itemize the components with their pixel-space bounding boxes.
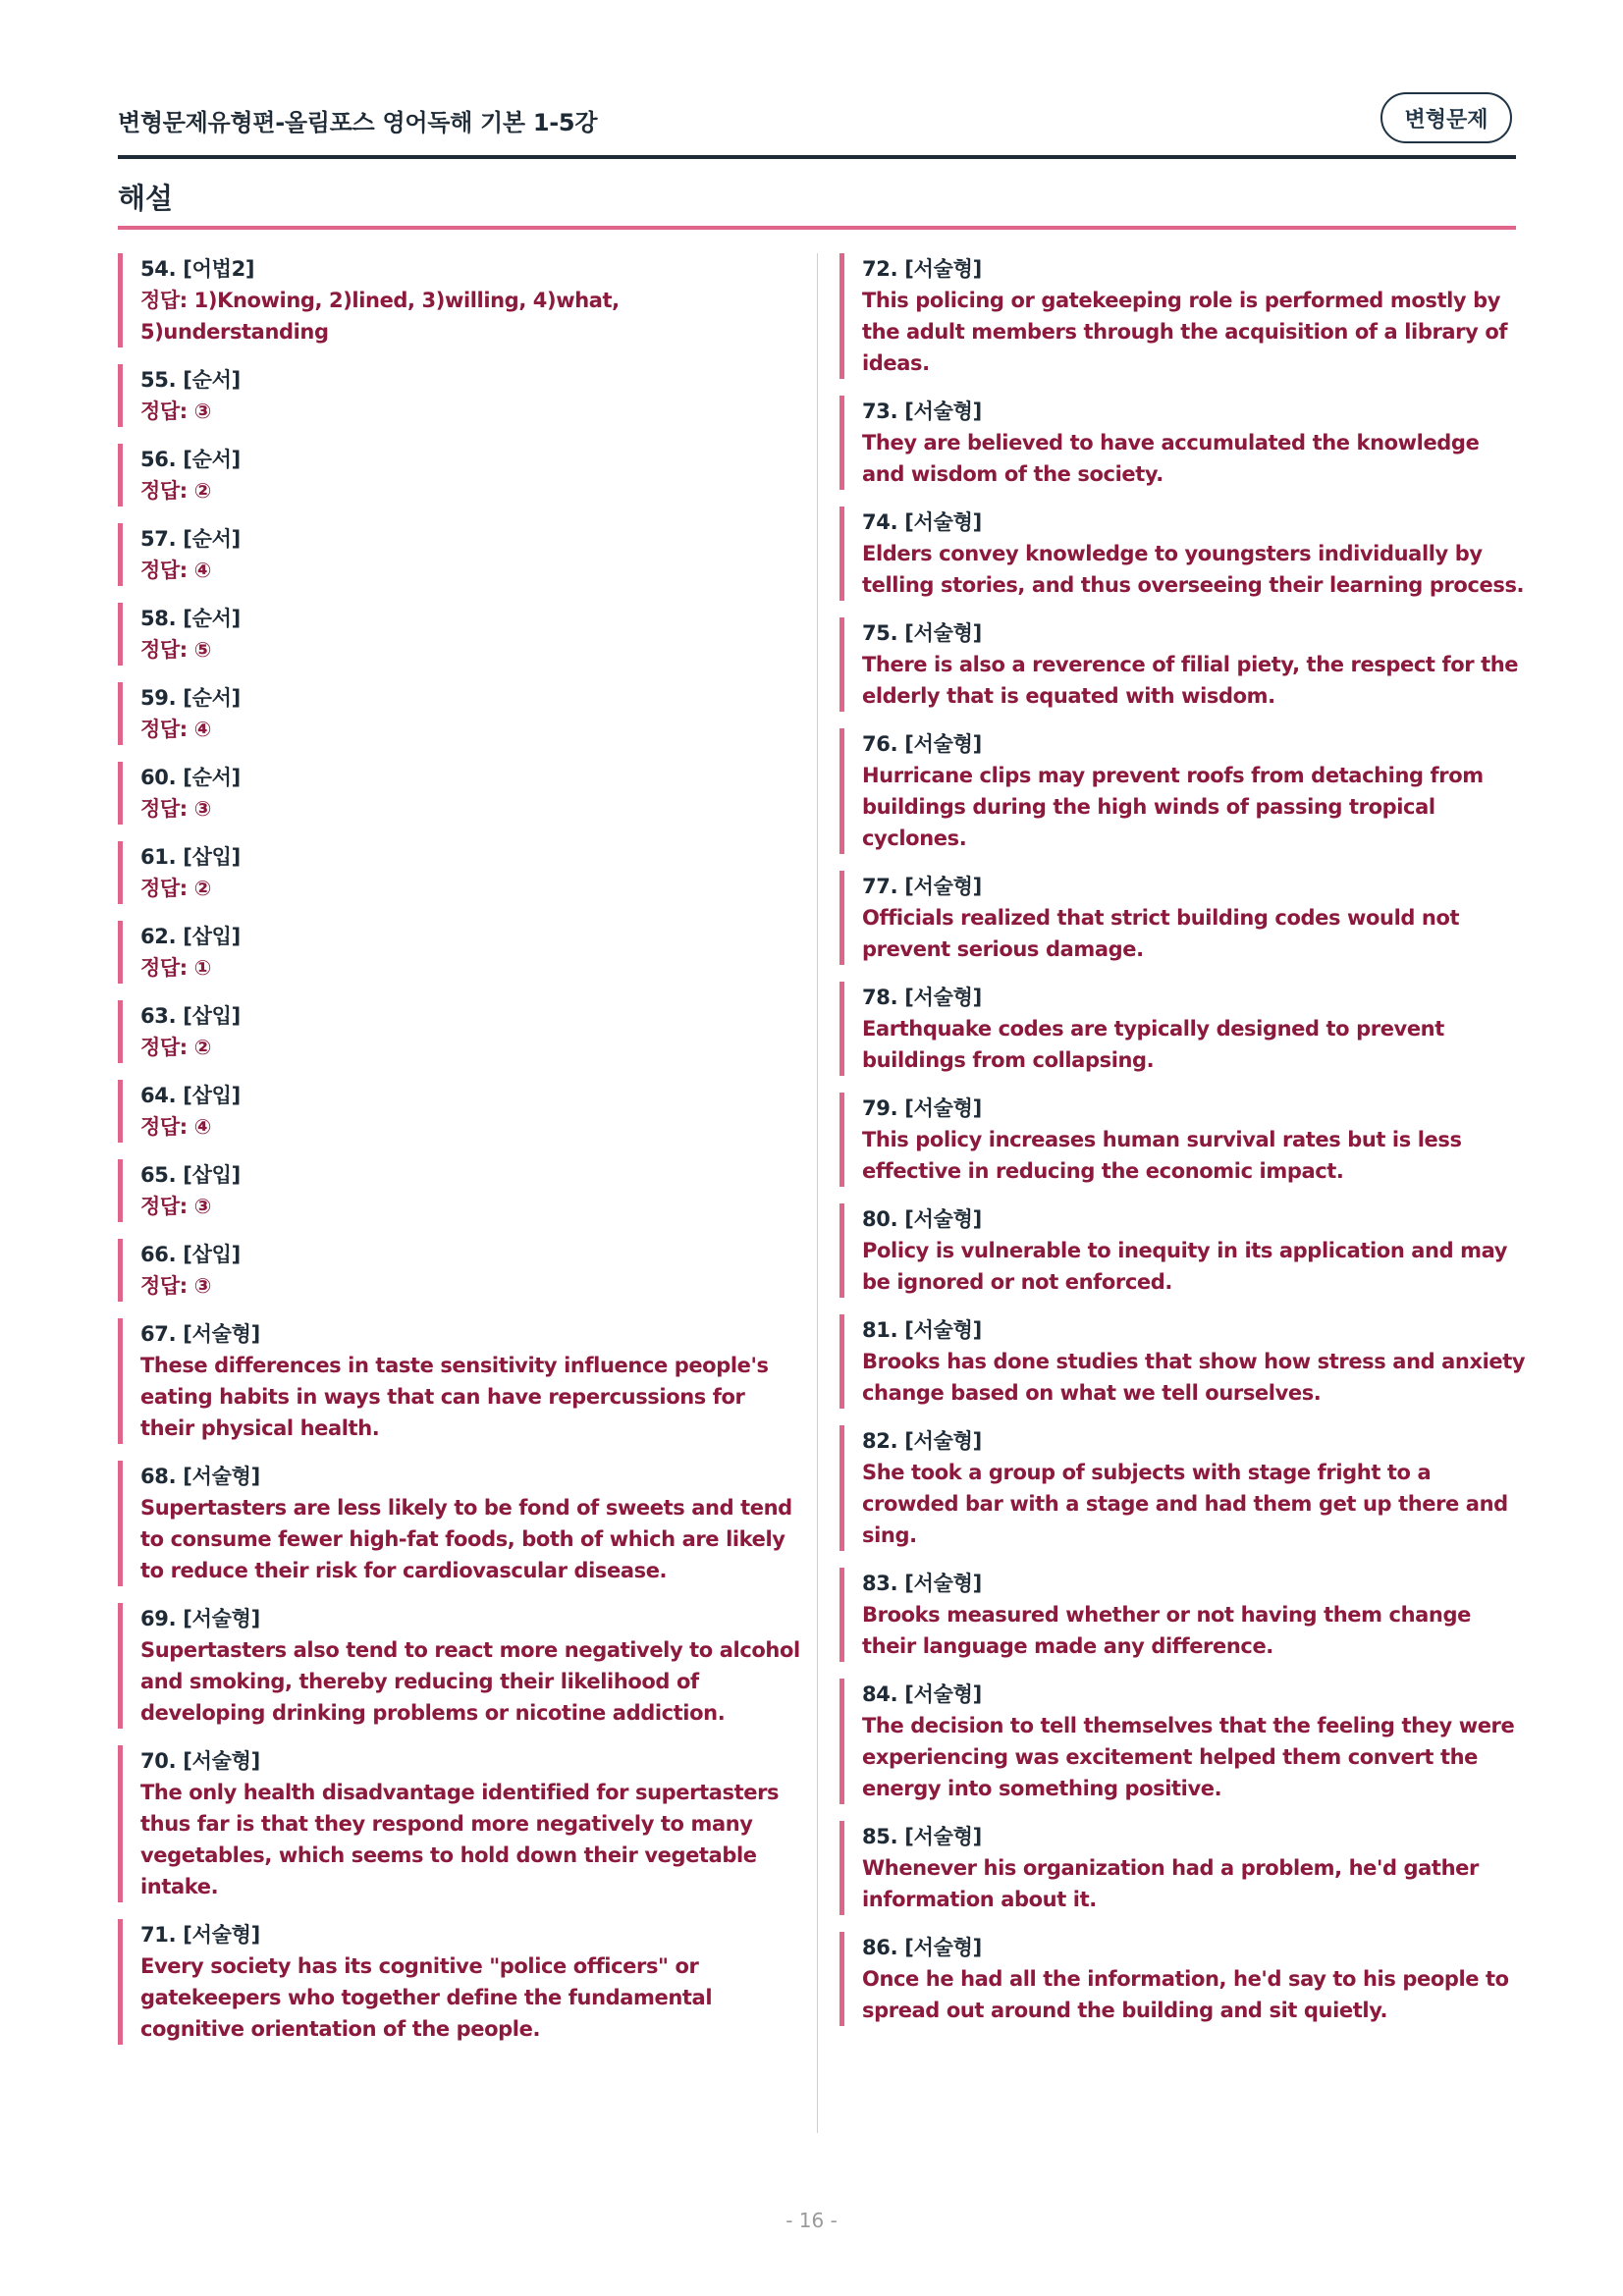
answer-text: 정답: ① — [140, 956, 212, 980]
answer-text: 정답: ② — [140, 1036, 212, 1059]
answer-text: Brooks has done studies that show how stress and anxiety change based on what we tell ourselves. — [862, 1350, 1526, 1405]
answer-item — [839, 1568, 1527, 1662]
right-answer-column — [839, 253, 1527, 2043]
answer-item — [839, 1425, 1527, 1551]
answer-item — [118, 1745, 805, 1902]
question-label: 78. [서술형] — [862, 986, 982, 1009]
answer-text: 정답: 1)Knowing, 2)lined, 3)willing, 4)what, 5)understanding — [140, 289, 620, 344]
question-label: 68. [서술형] — [140, 1465, 260, 1488]
category-badge: 변형문제 — [1380, 92, 1512, 143]
answer-text: Earthquake codes are typically designed to prevent buildings from collapsing. — [862, 1017, 1444, 1072]
question-label: 73. [서술형] — [862, 400, 982, 423]
answer-text: The only health disadvantage identified for supertasters thus far is that they respond more negatively to many vegetables, which seems to hold down their vegetable intake. — [140, 1781, 780, 1898]
page-number: - 16 - — [785, 2209, 838, 2232]
answer-item — [118, 523, 805, 586]
answer-item — [118, 1919, 805, 2045]
answer-item — [839, 728, 1527, 854]
answer-text: 정답: ③ — [140, 1195, 212, 1218]
answer-item — [118, 364, 805, 427]
answer-text: 정답: ③ — [140, 797, 212, 821]
question-label: 80. [서술형] — [862, 1207, 982, 1231]
answer-text: 정답: ③ — [140, 400, 212, 423]
answer-item — [839, 1093, 1527, 1187]
answer-item — [839, 982, 1527, 1076]
answer-item — [118, 1159, 805, 1222]
question-label: 59. [순서] — [140, 686, 241, 710]
answer-item — [839, 1314, 1527, 1409]
question-label: 55. [순서] — [140, 368, 241, 392]
question-label: 79. [서술형] — [862, 1096, 982, 1120]
answer-text: Elders convey knowledge to youngsters individually by telling stories, and thus overseeing their learning process. — [862, 542, 1525, 597]
answer-item — [839, 1932, 1527, 2026]
answer-item — [839, 1821, 1527, 1915]
question-label: 66. [삽입] — [140, 1243, 241, 1266]
answer-item — [118, 682, 805, 745]
question-label: 70. [서술형] — [140, 1749, 260, 1773]
answer-item — [118, 1461, 805, 1586]
answer-text: 정답: ④ — [140, 559, 212, 582]
answer-text: The decision to tell themselves that the feeling they were experiencing was excitement helped them convert the energy into something positive. — [862, 1714, 1515, 1800]
answer-text: 정답: ③ — [140, 1274, 212, 1298]
question-label: 56. [순서] — [140, 448, 241, 471]
document-title: 변형문제유형편-올림포스 영어독해 기본 1-5강 — [118, 109, 598, 136]
question-label: 86. [서술형] — [862, 1936, 982, 1959]
answer-text: 정답: ② — [140, 479, 212, 503]
answer-item — [118, 253, 805, 347]
answer-item — [118, 1239, 805, 1302]
question-label: 72. [서술형] — [862, 257, 982, 281]
answer-text: Brooks measured whether or not having them change their language made any difference. — [862, 1603, 1471, 1658]
answer-text: These differences in taste sensitivity influence people's eating habits in ways that can have repercussions for their physical health. — [140, 1354, 769, 1440]
question-label: 76. [서술형] — [862, 732, 982, 756]
answer-text: Hurricane clips may prevent roofs from detaching from buildings during the high winds of passing tropical cyclones. — [862, 764, 1484, 850]
question-label: 75. [서술형] — [862, 621, 982, 645]
header-divider — [118, 155, 1516, 159]
answer-text: This policing or gatekeeping role is performed mostly by the adult members through the acquisition of a library of ideas. — [862, 289, 1508, 375]
answer-item — [839, 1679, 1527, 1804]
answer-text: This policy increases human survival rates but is less effective in reducing the economic impact. — [862, 1128, 1462, 1183]
question-label: 62. [삽입] — [140, 925, 241, 948]
answer-item — [839, 253, 1527, 379]
section-title: 해설 — [118, 182, 174, 215]
question-label: 63. [삽입] — [140, 1004, 241, 1028]
answer-text: Supertasters are less likely to be fond of sweets and tend to consume fewer high-fat foods, both of which are likely to reduce their risk for cardiovascular disease. — [140, 1496, 792, 1582]
answer-text: 정답: ② — [140, 877, 212, 900]
answer-text: There is also a reverence of filial piety, the respect for the elderly that is equated with wisdom. — [862, 653, 1519, 708]
answer-text: Supertasters also tend to react more negatively to alcohol and smoking, thereby reducing their likelihood of developing drinking problems or nicotine addiction. — [140, 1638, 800, 1725]
question-label: 58. [순서] — [140, 607, 241, 630]
answer-text: Every society has its cognitive "police officers" or gatekeepers who together define the fundamental cognitive orientation of the people. — [140, 1954, 713, 2041]
section-divider — [118, 226, 1516, 230]
answer-item — [118, 1000, 805, 1063]
answer-text: 정답: ④ — [140, 718, 212, 741]
question-label: 60. [순서] — [140, 766, 241, 789]
answer-item — [118, 444, 805, 507]
question-label: 83. [서술형] — [862, 1572, 982, 1595]
answer-item — [839, 1203, 1527, 1298]
question-label: 67. [서술형] — [140, 1322, 260, 1346]
answer-item — [839, 396, 1527, 490]
answer-text: Once he had all the information, he'd say to his people to spread out around the building and sit quietly. — [862, 1967, 1509, 2022]
answer-text: 정답: ⑤ — [140, 638, 212, 662]
question-label: 71. [서술형] — [140, 1923, 260, 1947]
question-label: 57. [순서] — [140, 527, 241, 551]
answer-text: They are believed to have accumulated the knowledge and wisdom of the society. — [862, 431, 1480, 486]
column-divider — [817, 253, 818, 2133]
answer-item — [839, 617, 1527, 712]
question-label: 74. [서술형] — [862, 510, 982, 534]
answer-item — [118, 1080, 805, 1143]
answer-text: Policy is vulnerable to inequity in its application and may be ignored or not enforced. — [862, 1239, 1508, 1294]
question-label: 77. [서술형] — [862, 875, 982, 898]
answer-text: Whenever his organization had a problem, he'd gather information about it. — [862, 1856, 1479, 1911]
answer-item — [839, 871, 1527, 965]
answer-text: Officials realized that strict building codes would not prevent serious damage. — [862, 906, 1460, 961]
question-label: 81. [서술형] — [862, 1318, 982, 1342]
answer-text: She took a group of subjects with stage fright to a crowded bar with a stage and had them get up there and sing. — [862, 1461, 1508, 1547]
question-label: 64. [삽입] — [140, 1084, 241, 1107]
answer-item — [118, 1318, 805, 1444]
answer-item — [118, 762, 805, 825]
answer-item — [118, 603, 805, 666]
question-label: 84. [서술형] — [862, 1682, 982, 1706]
question-label: 61. [삽입] — [140, 845, 241, 869]
question-label: 65. [삽입] — [140, 1163, 241, 1187]
question-label: 85. [서술형] — [862, 1825, 982, 1848]
answer-item — [839, 507, 1527, 601]
answer-text: 정답: ④ — [140, 1115, 212, 1139]
question-label: 82. [서술형] — [862, 1429, 982, 1453]
answer-item — [118, 921, 805, 984]
answer-item — [118, 841, 805, 904]
question-label: 69. [서술형] — [140, 1607, 260, 1630]
question-label: 54. [어법2] — [140, 257, 255, 281]
answer-item — [118, 1603, 805, 1729]
left-answer-column — [118, 253, 805, 2061]
